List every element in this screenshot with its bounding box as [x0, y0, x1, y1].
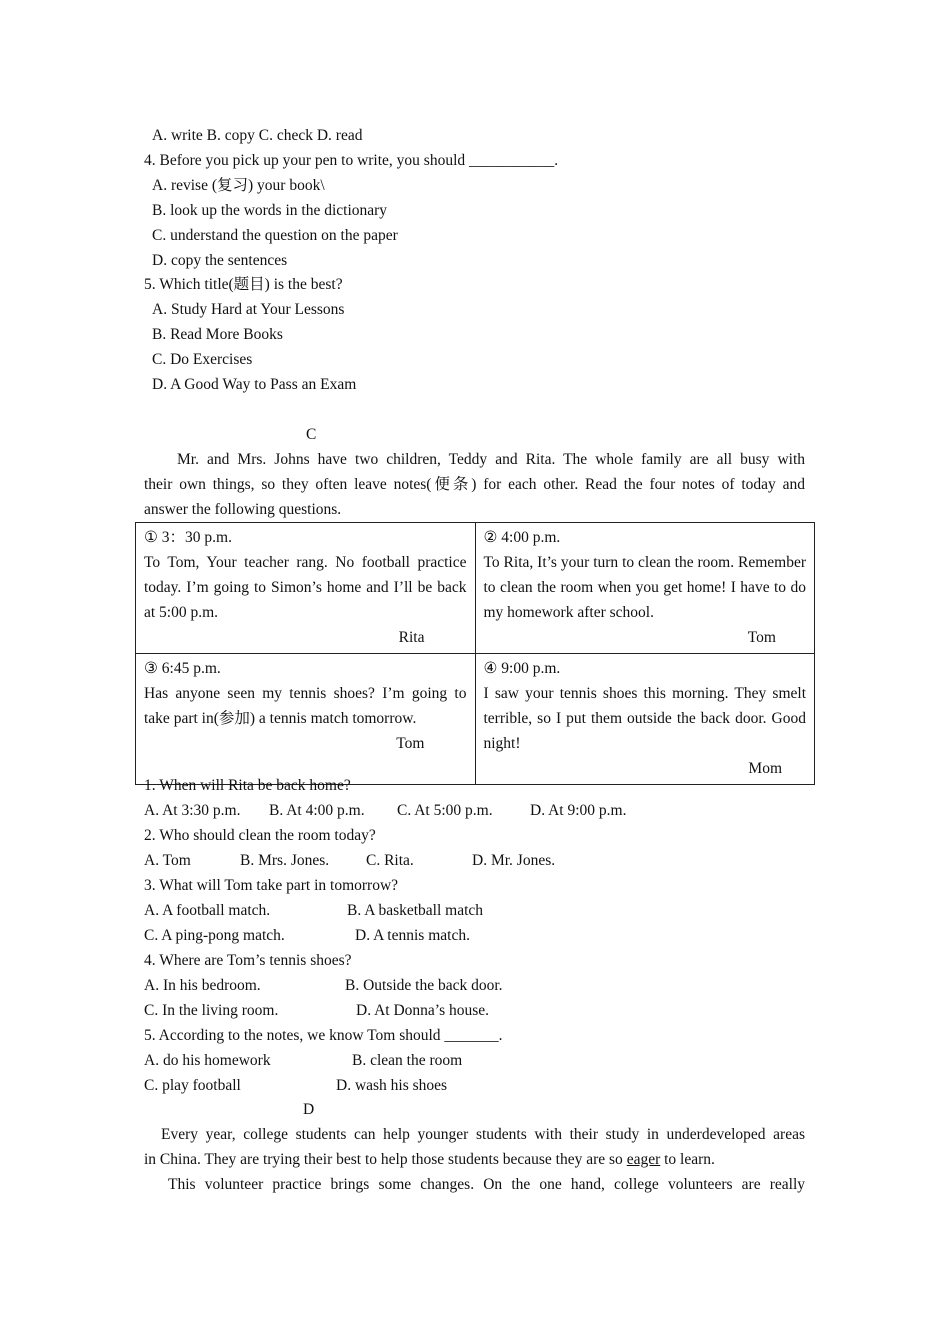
- c-q1-opt-c: C. At 5:00 p.m.: [397, 802, 493, 819]
- q5-option-b: B. Read More Books: [152, 326, 283, 343]
- c-q3-stem: 3. What will Tom take part in tomorrow?: [144, 877, 399, 894]
- note-cell: [136, 523, 476, 654]
- c-q5-stem: 5. According to the notes, we know Tom should _______.: [144, 1027, 503, 1044]
- section-d-heading: D: [303, 1101, 315, 1118]
- p1-line2-post: to learn.: [660, 1151, 715, 1168]
- c-q3-opt-c: C. A ping-pong match.: [144, 927, 285, 944]
- c-q1-stem: 1. When will Rita be back home?: [144, 777, 351, 794]
- c-q4-stem: 4. Where are Tom’s tennis shoes?: [144, 952, 352, 969]
- c-q5-opt-b: B. clean the room: [352, 1052, 463, 1069]
- section-c-heading: C: [306, 426, 317, 443]
- section-c-intro-line2: their own things, so they often leave notes(便条) for each other. Read the four notes of today and: [144, 476, 805, 493]
- q3-options: A. write B. copy C. check D. read: [152, 127, 363, 144]
- c-q2-opt-c: C. Rita.: [366, 852, 414, 869]
- note-cell: [136, 654, 476, 785]
- note-signature: Tom: [396, 735, 425, 752]
- q4-option-c: C. understand the question on the paper: [152, 227, 398, 244]
- q4-stem: 4. Before you pick up your pen to write, you should ___________.: [144, 152, 559, 169]
- note-cell: [475, 654, 815, 785]
- section-c-intro-line3: answer the following questions.: [144, 501, 342, 518]
- q4-option-b: B. look up the words in the dictionary: [152, 202, 388, 219]
- q4-option-a: A. revise (复习) your book\: [152, 177, 325, 194]
- c-q1-opt-b: B. At 4:00 p.m.: [269, 802, 365, 819]
- section-d-p1-line1: Every year, college students can help younger students with their study in underdeveloped areas: [161, 1126, 805, 1143]
- c-q1-opt-a: A. At 3:30 p.m.: [144, 802, 241, 819]
- note-signature: Tom: [747, 629, 776, 646]
- q5-option-d: D. A Good Way to Pass an Exam: [152, 376, 357, 393]
- underlined-word-eager: eager: [626, 1151, 661, 1168]
- c-q4-opt-b: B. Outside the back door.: [345, 977, 503, 994]
- section-c-intro-line1: Mr. and Mrs. Johns have two children, Teddy and Rita. The whole family are all busy with: [177, 451, 805, 468]
- c-q4-opt-d: D. At Donna’s house.: [356, 1002, 490, 1019]
- c-q4-opt-c: C. In the living room.: [144, 1002, 279, 1019]
- c-q3-opt-d: D. A tennis match.: [355, 927, 470, 944]
- section-d-p2-line1: This volunteer practice brings some changes. On the one hand, college volunteers are really: [168, 1176, 805, 1193]
- note-time: ① 3：30 p.m.: [144, 529, 232, 546]
- note-signature: Mom: [748, 760, 782, 777]
- note-time: ④ 9:00 p.m.: [483, 660, 561, 677]
- c-q3-opt-b: B. A basketball match: [347, 902, 484, 919]
- c-q5-opt-c: C. play football: [144, 1077, 241, 1094]
- c-q5-opt-a: A. do his homework: [144, 1052, 271, 1069]
- section-d-p1-line2: [144, 1149, 715, 1171]
- note-body: To Tom, Your teacher rang. No football practice today. I’m going to Simon’s home and I’ll be back at 5:00 p.m.: [144, 554, 467, 621]
- note-body: Has anyone seen my tennis shoes? I’m going to take part in(参加) a tennis match tomorrow.: [144, 685, 467, 727]
- c-q1-opt-d: D. At 9:00 p.m.: [530, 802, 627, 819]
- note-body: I saw your tennis shoes this morning. They smelt terrible, so I put them outside the back door. Good night!: [483, 685, 806, 752]
- note-time: ② 4:00 p.m.: [483, 529, 561, 546]
- note-time: ③ 6:45 p.m.: [144, 660, 221, 677]
- c-q4-opt-a: A. In his bedroom.: [144, 977, 261, 994]
- note-cell: [475, 523, 815, 654]
- q5-option-a: A. Study Hard at Your Lessons: [152, 301, 345, 318]
- q5-stem: 5. Which title(题目) is the best?: [144, 276, 343, 293]
- c-q2-opt-b: B. Mrs. Jones.: [240, 852, 330, 869]
- c-q2-opt-a: A. Tom: [144, 852, 191, 869]
- c-q2-stem: 2. Who should clean the room today?: [144, 827, 376, 844]
- note-signature: Rita: [398, 629, 425, 646]
- c-q3-opt-a: A. A football match.: [144, 902, 271, 919]
- c-q5-opt-d: D. wash his shoes: [336, 1077, 448, 1094]
- note-body: To Rita, It’s your turn to clean the room. Remember to clean the room when you get home! I have to do my homework after school.: [483, 554, 806, 621]
- q5-option-c: C. Do Exercises: [152, 351, 253, 368]
- q4-option-d: D. copy the sentences: [152, 252, 288, 269]
- p1-line2-pre: in China. They are trying their best to help those students because they are so: [144, 1151, 627, 1168]
- c-q2-opt-d: D. Mr. Jones.: [472, 852, 556, 869]
- notes-table: [135, 522, 815, 785]
